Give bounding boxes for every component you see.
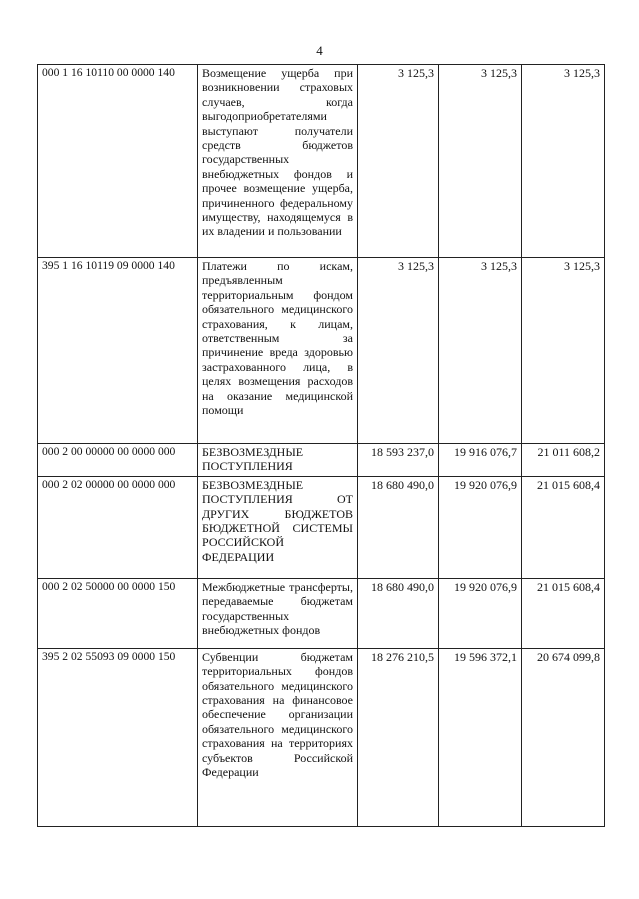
table-row — [38, 578, 605, 648]
table-row — [38, 444, 605, 477]
amount-year-1: 18 276 210,5 — [358, 648, 439, 826]
amount-year-3: 20 674 099,8 — [522, 648, 605, 826]
income-description: Субвенции бюджетам территориальных фондов обязательного медицинского страхования на финансовое обеспечение организации обязательного медицинского страхования на территориях субъектов Российской Федерации — [198, 648, 358, 826]
amount-year-1: 3 125,3 — [358, 65, 439, 258]
amount-year-1: 18 680 490,0 — [358, 578, 439, 648]
classification-code: 000 2 02 00000 00 0000 000 — [38, 476, 198, 578]
budget-revenue-table — [37, 64, 605, 827]
amount-year-1: 3 125,3 — [358, 258, 439, 444]
income-description: Межбюджетные трансферты, передаваемые бюджетам государственных внебюджетных фондов — [198, 578, 358, 648]
table-row — [38, 476, 605, 578]
classification-code: 000 1 16 10110 00 0000 140 — [38, 65, 198, 258]
amount-year-2: 19 920 076,9 — [439, 578, 522, 648]
amount-year-3: 21 015 608,4 — [522, 476, 605, 578]
income-description: Платежи по искам, предъявленным территориальным фондом обязательного медицинского страхования, к лицам, ответственным за причинение вреда здоровью застрахованного лица, в целях возмещения расходов на оказание медицинской помощи — [198, 258, 358, 444]
amount-year-1: 18 593 237,0 — [358, 444, 439, 477]
amount-year-3: 21 015 608,4 — [522, 578, 605, 648]
amount-year-2: 19 920 076,9 — [439, 476, 522, 578]
classification-code: 000 2 02 50000 00 0000 150 — [38, 578, 198, 648]
income-description: БЕЗВОЗМЕЗДНЫЕ ПОСТУПЛЕНИЯ — [198, 444, 358, 477]
amount-year-2: 19 916 076,7 — [439, 444, 522, 477]
classification-code: 000 2 00 00000 00 0000 000 — [38, 444, 198, 477]
table-row — [38, 648, 605, 826]
page-number: 4 — [316, 43, 323, 58]
amount-year-2: 3 125,3 — [439, 258, 522, 444]
table-row — [38, 258, 605, 444]
amount-year-3: 3 125,3 — [522, 258, 605, 444]
amount-year-2: 3 125,3 — [439, 65, 522, 258]
amount-year-2: 19 596 372,1 — [439, 648, 522, 826]
amount-year-1: 18 680 490,0 — [358, 476, 439, 578]
income-description: БЕЗВОЗМЕЗДНЫЕ ПОСТУПЛЕНИЯ ОТ ДРУГИХ БЮДЖЕТОВ БЮДЖЕТНОЙ СИСТЕМЫ РОССИЙСКОЙ ФЕДЕРАЦИИ — [198, 476, 358, 578]
classification-code: 395 1 16 10119 09 0000 140 — [38, 258, 198, 444]
income-description: Возмещение ущерба при возникновении страховых случаев, когда выгодоприобретателями выступают получатели средств бюджетов государственных внебюджетных фондов и прочее возмещение ущерба, причиненного федеральному имуществу, находящемуся в их владении и пользовании — [198, 65, 358, 258]
amount-year-3: 21 011 608,2 — [522, 444, 605, 477]
classification-code: 395 2 02 55093 09 0000 150 — [38, 648, 198, 826]
amount-year-3: 3 125,3 — [522, 65, 605, 258]
table-row — [38, 65, 605, 258]
